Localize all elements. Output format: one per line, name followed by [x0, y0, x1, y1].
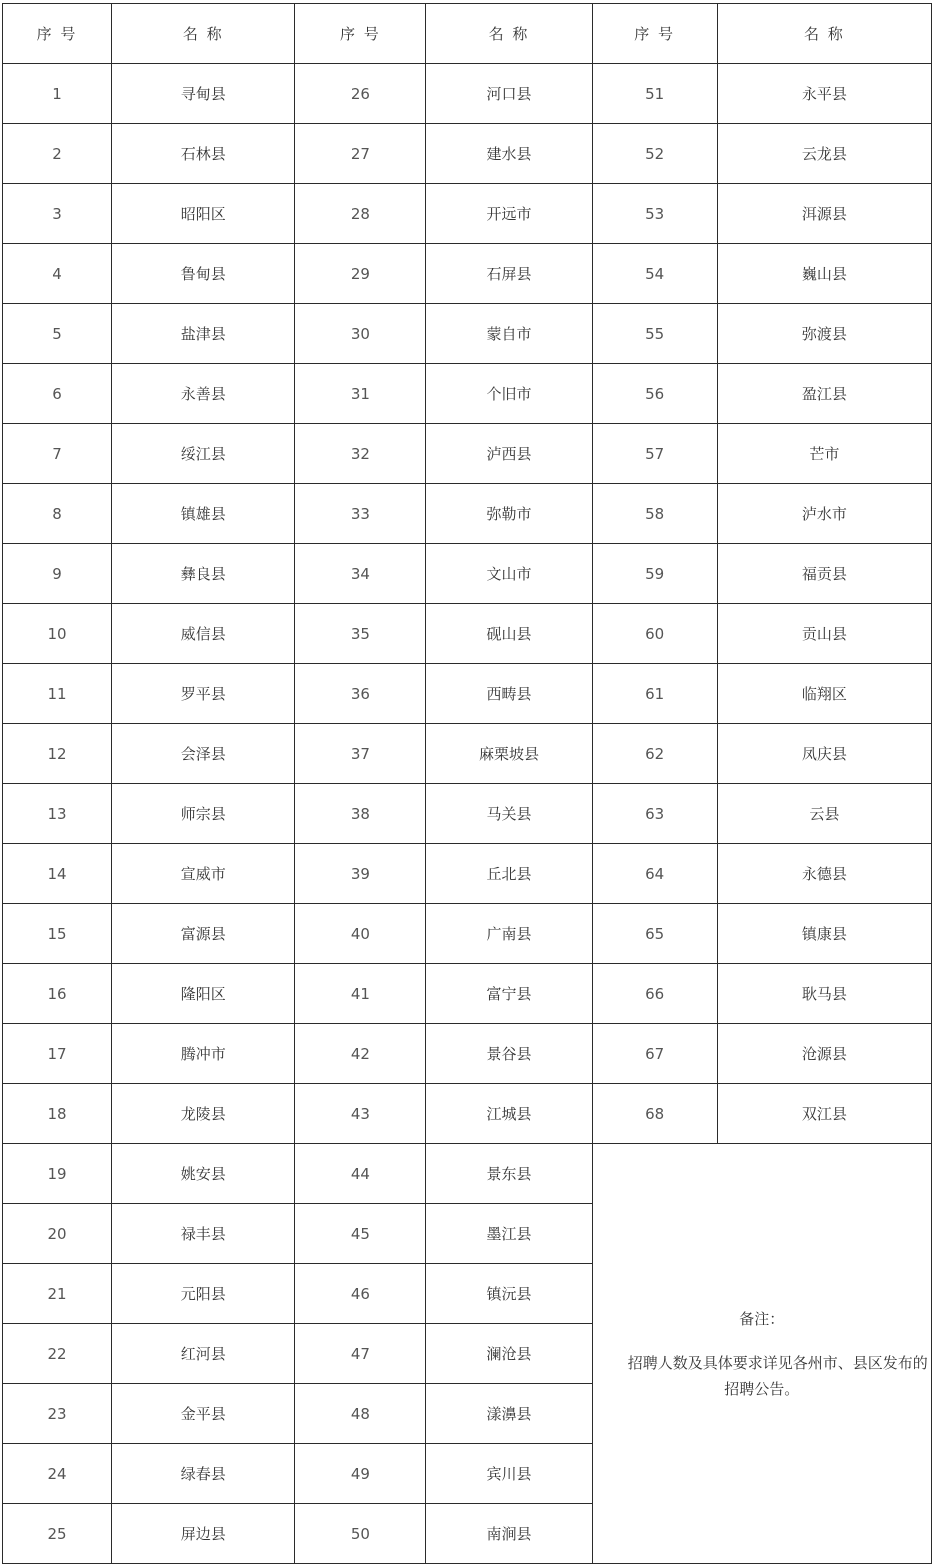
county-name-cell: 泸西县 — [426, 424, 592, 484]
serial-number-cell: 63 — [592, 784, 717, 844]
serial-number-cell: 17 — [3, 1024, 112, 1084]
county-name-cell: 盐津县 — [112, 304, 295, 364]
serial-number-cell: 29 — [295, 244, 426, 304]
county-name-cell: 洱源县 — [717, 184, 931, 244]
county-name-cell: 永善县 — [112, 364, 295, 424]
county-name-cell: 禄丰县 — [112, 1204, 295, 1264]
serial-number-cell: 4 — [3, 244, 112, 304]
county-name-cell: 绿春县 — [112, 1444, 295, 1504]
county-name-cell: 凤庆县 — [717, 724, 931, 784]
serial-number-cell: 52 — [592, 124, 717, 184]
county-name-cell: 富源县 — [112, 904, 295, 964]
county-name-cell: 永德县 — [717, 844, 931, 904]
serial-number-cell: 30 — [295, 304, 426, 364]
note-title: 备注： — [739, 1309, 785, 1328]
serial-number-cell: 10 — [3, 604, 112, 664]
header-name-2: 名 称 — [426, 4, 592, 64]
serial-number-cell: 53 — [592, 184, 717, 244]
county-name-cell: 巍山县 — [717, 244, 931, 304]
county-name-cell: 福贡县 — [717, 544, 931, 604]
county-name-cell: 罗平县 — [112, 664, 295, 724]
county-name-cell: 宾川县 — [426, 1444, 592, 1504]
serial-number-cell: 39 — [295, 844, 426, 904]
county-name-cell: 会泽县 — [112, 724, 295, 784]
county-name-cell: 弥勒市 — [426, 484, 592, 544]
serial-number-cell: 33 — [295, 484, 426, 544]
county-name-cell: 金平县 — [112, 1384, 295, 1444]
serial-number-cell: 40 — [295, 904, 426, 964]
serial-number-cell: 1 — [3, 64, 112, 124]
county-name-cell: 建水县 — [426, 124, 592, 184]
serial-number-cell: 64 — [592, 844, 717, 904]
serial-number-cell: 42 — [295, 1024, 426, 1084]
county-name-cell: 南涧县 — [426, 1504, 592, 1564]
county-name-cell: 文山市 — [426, 544, 592, 604]
serial-number-cell: 49 — [295, 1444, 426, 1504]
county-name-cell: 河口县 — [426, 64, 592, 124]
serial-number-cell: 23 — [3, 1384, 112, 1444]
county-name-cell: 镇雄县 — [112, 484, 295, 544]
serial-number-cell: 65 — [592, 904, 717, 964]
county-name-cell: 景谷县 — [426, 1024, 592, 1084]
serial-number-cell: 46 — [295, 1264, 426, 1324]
county-name-cell: 澜沧县 — [426, 1324, 592, 1384]
serial-number-cell: 59 — [592, 544, 717, 604]
county-name-cell: 鲁甸县 — [112, 244, 295, 304]
serial-number-cell: 27 — [295, 124, 426, 184]
serial-number-cell: 37 — [295, 724, 426, 784]
county-name-cell: 开远市 — [426, 184, 592, 244]
table-row — [3, 904, 932, 964]
table-row — [3, 244, 932, 304]
county-name-cell: 耿马县 — [717, 964, 931, 1024]
county-name-cell: 红河县 — [112, 1324, 295, 1384]
county-name-cell: 蒙自市 — [426, 304, 592, 364]
serial-number-cell: 36 — [295, 664, 426, 724]
county-name-cell: 广南县 — [426, 904, 592, 964]
county-name-cell: 昭阳区 — [112, 184, 295, 244]
serial-number-cell: 20 — [3, 1204, 112, 1264]
county-name-cell: 漾濞县 — [426, 1384, 592, 1444]
serial-number-cell: 66 — [592, 964, 717, 1024]
serial-number-cell: 24 — [3, 1444, 112, 1504]
serial-number-cell: 21 — [3, 1264, 112, 1324]
serial-number-cell: 11 — [3, 664, 112, 724]
header-row — [3, 4, 932, 64]
county-name-cell: 师宗县 — [112, 784, 295, 844]
header-serial-2: 序 号 — [295, 4, 426, 64]
serial-number-cell: 55 — [592, 304, 717, 364]
county-name-cell: 威信县 — [112, 604, 295, 664]
serial-number-cell: 61 — [592, 664, 717, 724]
county-name-cell: 屏边县 — [112, 1504, 295, 1564]
county-name-cell: 西畴县 — [426, 664, 592, 724]
serial-number-cell: 19 — [3, 1144, 112, 1204]
table-row — [3, 64, 932, 124]
county-name-cell: 永平县 — [717, 64, 931, 124]
serial-number-cell: 68 — [592, 1084, 717, 1144]
note-body: 招聘人数及具体要求详见各州市、县区发布的招聘公告。 — [627, 1353, 928, 1398]
serial-number-cell: 26 — [295, 64, 426, 124]
table-row — [3, 364, 932, 424]
table-row — [3, 784, 932, 844]
county-name-cell: 镇沅县 — [426, 1264, 592, 1324]
county-name-cell: 富宁县 — [426, 964, 592, 1024]
serial-number-cell: 67 — [592, 1024, 717, 1084]
county-name-cell: 寻甸县 — [112, 64, 295, 124]
county-name-cell: 丘北县 — [426, 844, 592, 904]
serial-number-cell: 14 — [3, 844, 112, 904]
serial-number-cell: 12 — [3, 724, 112, 784]
table-row — [3, 844, 932, 904]
serial-number-cell: 8 — [3, 484, 112, 544]
serial-number-cell: 35 — [295, 604, 426, 664]
county-name-cell: 云龙县 — [717, 124, 931, 184]
serial-number-cell: 56 — [592, 364, 717, 424]
table-row — [3, 1024, 932, 1084]
serial-number-cell: 62 — [592, 724, 717, 784]
county-name-cell: 元阳县 — [112, 1264, 295, 1324]
serial-number-cell: 54 — [592, 244, 717, 304]
serial-number-cell: 31 — [295, 364, 426, 424]
county-name-cell: 石屏县 — [426, 244, 592, 304]
county-name-cell: 腾冲市 — [112, 1024, 295, 1084]
serial-number-cell: 60 — [592, 604, 717, 664]
serial-number-cell: 32 — [295, 424, 426, 484]
serial-number-cell: 41 — [295, 964, 426, 1024]
serial-number-cell: 15 — [3, 904, 112, 964]
county-name-cell: 弥渡县 — [717, 304, 931, 364]
serial-number-cell: 6 — [3, 364, 112, 424]
county-name-cell: 江城县 — [426, 1084, 592, 1144]
table-row — [3, 184, 932, 244]
county-name-cell: 沧源县 — [717, 1024, 931, 1084]
serial-number-cell: 47 — [295, 1324, 426, 1384]
serial-number-cell: 22 — [3, 1324, 112, 1384]
serial-number-cell: 43 — [295, 1084, 426, 1144]
serial-number-cell: 18 — [3, 1084, 112, 1144]
header-name-1: 名 称 — [112, 4, 295, 64]
serial-number-cell: 9 — [3, 544, 112, 604]
serial-number-cell: 2 — [3, 124, 112, 184]
county-name-cell: 镇康县 — [717, 904, 931, 964]
county-name-cell: 龙陵县 — [112, 1084, 295, 1144]
serial-number-cell: 51 — [592, 64, 717, 124]
header-name-3: 名 称 — [717, 4, 931, 64]
table-row — [3, 964, 932, 1024]
county-name-cell: 双江县 — [717, 1084, 931, 1144]
county-name-cell: 墨江县 — [426, 1204, 592, 1264]
table-row — [3, 664, 932, 724]
county-name-cell: 宣威市 — [112, 844, 295, 904]
county-name-cell: 景东县 — [426, 1144, 592, 1204]
table-row — [3, 1084, 932, 1144]
serial-number-cell: 13 — [3, 784, 112, 844]
table-row — [3, 544, 932, 604]
note-cell — [592, 1144, 931, 1564]
county-name-cell: 姚安县 — [112, 1144, 295, 1204]
serial-number-cell: 57 — [592, 424, 717, 484]
header-serial-1: 序 号 — [3, 4, 112, 64]
table-row — [3, 484, 932, 544]
serial-number-cell: 28 — [295, 184, 426, 244]
serial-number-cell: 16 — [3, 964, 112, 1024]
serial-number-cell: 7 — [3, 424, 112, 484]
serial-number-cell: 38 — [295, 784, 426, 844]
serial-number-cell: 58 — [592, 484, 717, 544]
county-name-cell: 泸水市 — [717, 484, 931, 544]
county-name-cell: 绥江县 — [112, 424, 295, 484]
county-name-cell: 马关县 — [426, 784, 592, 844]
serial-number-cell: 45 — [295, 1204, 426, 1264]
header-serial-3: 序 号 — [592, 4, 717, 64]
county-name-cell: 麻栗坡县 — [426, 724, 592, 784]
county-name-cell: 临翔区 — [717, 664, 931, 724]
table-row — [3, 424, 932, 484]
county-name-cell: 云县 — [717, 784, 931, 844]
county-name-cell: 贡山县 — [717, 604, 931, 664]
serial-number-cell: 34 — [295, 544, 426, 604]
table-row — [3, 304, 932, 364]
serial-number-cell: 25 — [3, 1504, 112, 1564]
serial-number-cell: 48 — [295, 1384, 426, 1444]
table-row — [3, 124, 932, 184]
county-table — [2, 3, 932, 1564]
county-name-cell: 芒市 — [717, 424, 931, 484]
county-name-cell: 盈江县 — [717, 364, 931, 424]
county-name-cell: 隆阳区 — [112, 964, 295, 1024]
county-name-cell: 彝良县 — [112, 544, 295, 604]
county-name-cell: 砚山县 — [426, 604, 592, 664]
serial-number-cell: 3 — [3, 184, 112, 244]
serial-number-cell: 44 — [295, 1144, 426, 1204]
serial-number-cell: 50 — [295, 1504, 426, 1564]
table-body — [3, 4, 932, 1564]
county-name-cell: 石林县 — [112, 124, 295, 184]
county-name-cell: 个旧市 — [426, 364, 592, 424]
table-row — [3, 1144, 932, 1204]
table-row — [3, 604, 932, 664]
table-row — [3, 724, 932, 784]
serial-number-cell: 5 — [3, 304, 112, 364]
